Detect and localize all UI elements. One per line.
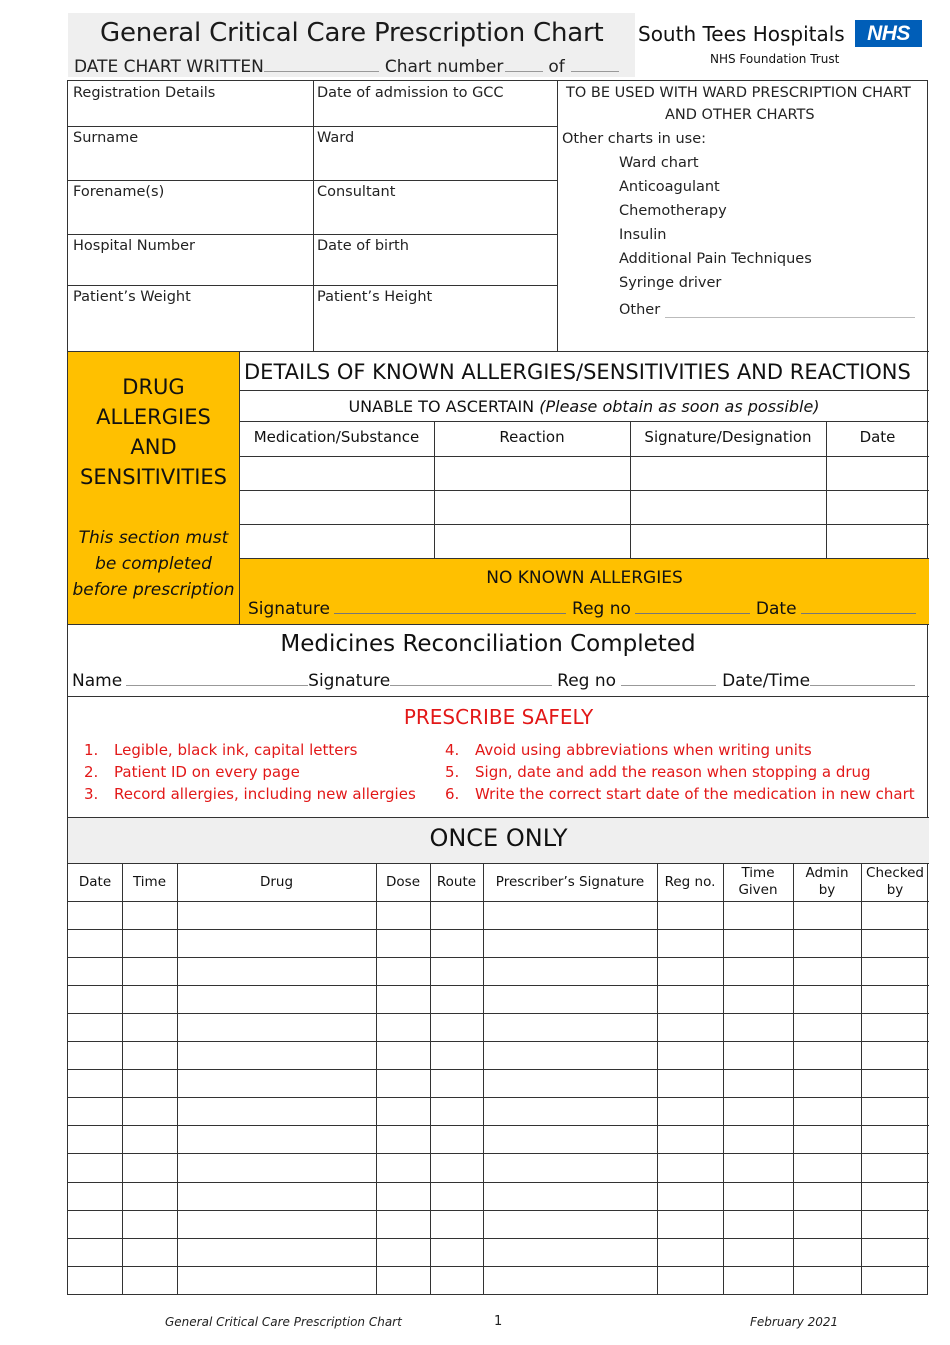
once-only-row[interactable]	[68, 1126, 929, 1153]
reconciliation-name-field[interactable]	[126, 672, 308, 686]
once-only-row[interactable]	[68, 1183, 929, 1210]
chart-number-field[interactable]	[505, 58, 543, 72]
once-only-row[interactable]	[68, 1154, 929, 1181]
allergy-row[interactable]	[240, 491, 929, 524]
forename-field[interactable]: Forename(s)	[73, 184, 165, 200]
other-chart-item[interactable]: Insulin	[619, 227, 667, 243]
other-chart-item[interactable]: Chemotherapy	[619, 203, 727, 219]
once-only-heading: ONCE ONLY	[429, 824, 568, 852]
other-charts-label: Other charts in use:	[562, 131, 707, 147]
list-item: 4. Avoid using abbreviations when writing units	[445, 741, 812, 759]
once-only-row[interactable]	[68, 902, 929, 929]
chart-total-field[interactable]	[571, 58, 619, 72]
once-only-row[interactable]	[68, 1239, 929, 1266]
nka-reg-field[interactable]	[635, 600, 750, 614]
chart-number-label: Chart number	[384, 57, 504, 77]
other-chart-item[interactable]: Anticoagulant	[619, 179, 720, 195]
list-item: 6. Write the correct start date of the medication in new chart	[445, 785, 915, 803]
once-only-col-header: Reg no.	[664, 874, 716, 890]
dob-field[interactable]: Date of birth	[317, 238, 409, 254]
allergy-col-reaction: Reaction	[499, 428, 565, 446]
other-charts-heading-2: AND OTHER CHARTS	[665, 107, 815, 123]
list-item: 1. Legible, black ink, capital letters	[84, 741, 358, 759]
prescribe-safely-heading: PRESCRIBE SAFELY	[403, 705, 594, 729]
reconciliation-heading: Medicines Reconciliation Completed	[280, 631, 696, 657]
list-item: 5. Sign, date and add the reason when stopping a drug	[445, 763, 871, 781]
once-only-row[interactable]	[68, 1211, 929, 1238]
once-only-row[interactable]	[68, 1070, 929, 1097]
once-only-row[interactable]	[68, 1098, 929, 1125]
admission-date-field[interactable]: Date of admission to GCC	[317, 85, 504, 101]
weight-field[interactable]: Patient’s Weight	[73, 289, 191, 305]
no-known-allergies-label[interactable]: NO KNOWN ALLERGIES	[486, 568, 683, 588]
allergy-col-signature: Signature/Designation	[644, 428, 812, 446]
allergies-side-title: DRUG ALLERGIES AND SENSITIVITIES	[79, 375, 228, 489]
once-only-col-header: Route	[436, 874, 477, 890]
allergy-row[interactable]	[240, 525, 929, 558]
no-known-allergies-sign-row: Signature Reg no Date	[248, 599, 916, 619]
once-only-col-header: Dose	[386, 874, 420, 890]
allergy-col-date: Date	[859, 428, 896, 446]
once-only-row[interactable]	[68, 958, 929, 985]
other-chart-item[interactable]: Ward chart	[619, 155, 699, 171]
other-chart-other-label: Other	[619, 302, 661, 318]
page-number: 1	[494, 1314, 503, 1329]
org-name: South Tees Hospitals	[638, 22, 845, 46]
once-only-col-header: Time Given	[738, 865, 778, 898]
list-item: 2. Patient ID on every page	[84, 763, 300, 781]
once-only-row[interactable]	[68, 1014, 929, 1041]
reconciliation-signature-field[interactable]	[390, 672, 552, 686]
footer-date: February 2021	[750, 1315, 839, 1329]
other-chart-item[interactable]: Syringe driver	[619, 275, 722, 291]
nhs-logo: NHS	[855, 20, 922, 47]
once-only-col-header: Drug	[259, 874, 294, 890]
allergy-col-medication: Medication/Substance	[253, 428, 420, 446]
consultant-field[interactable]: Consultant	[317, 184, 396, 200]
reconciliation-reg-field[interactable]	[621, 672, 716, 686]
page-title: General Critical Care Prescription Chart	[100, 18, 604, 48]
once-only-col-header: Date	[78, 874, 112, 890]
once-only-row[interactable]	[68, 986, 929, 1013]
date-written-field[interactable]	[264, 58, 379, 72]
unable-to-ascertain[interactable]: UNABLE TO ASCERTAIN (Please obtain as soon as possible)	[348, 397, 820, 416]
other-chart-other-field[interactable]	[665, 317, 915, 318]
nka-date-field[interactable]	[801, 600, 916, 614]
registration-details-field[interactable]: Registration Details	[73, 85, 216, 101]
nka-signature-field[interactable]	[334, 600, 566, 614]
trust-name: NHS Foundation Trust	[710, 52, 840, 66]
once-only-table	[68, 863, 929, 1296]
other-charts-heading-1: TO BE USED WITH WARD PRESCRIPTION CHART	[566, 85, 911, 101]
allergy-details-heading: DETAILS OF KNOWN ALLERGIES/SENSITIVITIES AND REACTIONS	[244, 360, 911, 384]
surname-field[interactable]: Surname	[73, 130, 139, 146]
allergy-row[interactable]	[240, 457, 929, 490]
chart-meta-row	[74, 57, 619, 77]
allergies-side-note: This section must be completed before prescription	[72, 528, 235, 600]
date-written-label: DATE CHART WRITTEN	[74, 57, 264, 77]
reconciliation-row: Name Signature Reg no Date/Time	[72, 671, 915, 691]
prescribe-safely-left-list	[84, 739, 416, 805]
once-only-row[interactable]	[68, 1042, 929, 1069]
once-only-col-header: Prescriber’s Signature	[495, 874, 645, 890]
hospital-number-field[interactable]: Hospital Number	[73, 238, 196, 254]
height-field[interactable]: Patient’s Height	[317, 289, 433, 305]
once-only-col-header: Checked by	[866, 865, 924, 898]
reconciliation-datetime-field[interactable]	[810, 672, 915, 686]
list-item: 3. Record allergies, including new allergies	[84, 785, 416, 803]
once-only-col-header: Time	[132, 874, 167, 890]
prescribe-safely-right-list	[445, 739, 915, 805]
once-only-row[interactable]	[68, 930, 929, 957]
once-only-col-header: Admin by	[805, 865, 849, 898]
once-only-row[interactable]	[68, 1267, 929, 1294]
other-chart-item[interactable]: Additional Pain Techniques	[619, 251, 812, 267]
of-label: of	[548, 57, 565, 77]
ward-field[interactable]: Ward	[317, 130, 355, 146]
chart-form	[67, 80, 928, 1295]
footer-title: General Critical Care Prescription Chart	[165, 1315, 402, 1329]
